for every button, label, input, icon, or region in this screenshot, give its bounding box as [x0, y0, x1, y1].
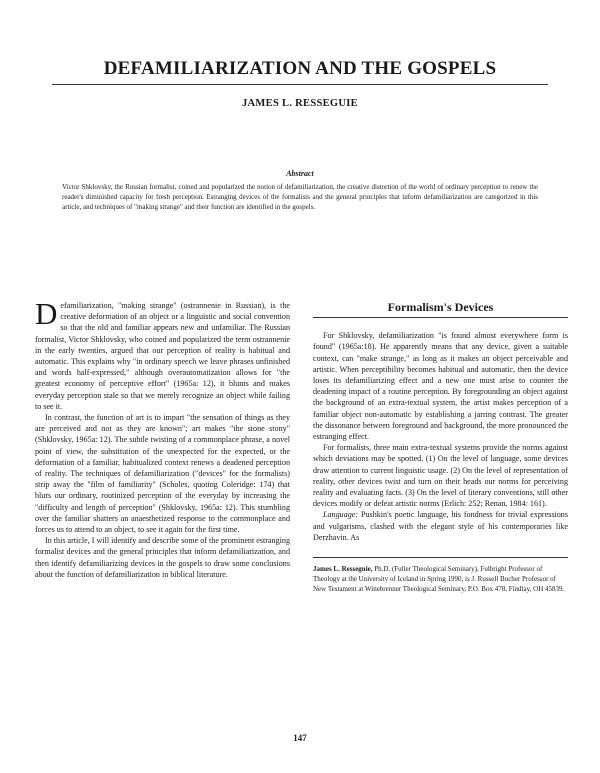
drop-cap: D	[35, 296, 58, 331]
body-paragraph	[313, 509, 568, 543]
paragraph-lead: Language:	[323, 510, 359, 520]
section-heading: Formalism's Devices	[313, 302, 568, 318]
title-rule	[52, 84, 548, 85]
author-name: JAMES L. RESSEGUIE	[242, 98, 358, 109]
body-paragraph	[35, 296, 290, 412]
abstract-heading: Abstract	[286, 169, 314, 178]
article-title: DEFAMILIARIZATION AND THE GOSPELS	[103, 58, 497, 79]
paragraph-text: Pushkin's poetic language, his fondness for trivial expressions and vulgarisms, clashed with the elegant style of his contemporaries like Derzhavin. As	[313, 510, 568, 542]
body-paragraph: In this article, I will identify and describe some of the prominent estranging formalist devices and the general principles that inform defamiliarization, and then identify defamiliarizing devices in the gospels to draw some conclusions about the function of defamiliarization in biblical literature.	[35, 536, 290, 579]
right-column	[313, 302, 568, 594]
body-paragraph: For formalists, three main extra-textual systems provide the norms against which deviations may be spotted. (1) On the level of language, some devices draw attention to current linguistic usage. (2) On the level of representation of reality, other devices twist and turn on their heads our norms for perceiving reality and evaluating facts. (3) On the level of literary conventions, still other devices modify or defeat artistic norms (Erlich: 252; Renan, 1984: 161).	[313, 443, 568, 509]
left-column	[35, 296, 290, 580]
footnote-rule	[313, 557, 568, 558]
body-paragraph: In contrast, the function of art is to impart "the sensation of things as they are perceived and not as they are known"; art makes "the stone stony" (Shklovsky, 1965a: 12). The subtle twisting of a commonplace phrase, a novel point of view, the substitution of the unexpected for the expected, or the deformation of a familiar, habitualized context renews a deadened perception of reality. The techniques of defamiliarization ("devices" for the formalists) strip away the "film of familiarity" (Scholes, quoting Coleridge: 174) that blurs our ordinary, routinized perception of the everyday by increasing the "difficulty and length of perception" (Shklovsky, 1965a: 12). This stumbling over the familiar shatters an anaesthetized response to the commonplace and forces us to attend to an object, to see it again for the first time.	[35, 413, 290, 535]
footnote-name: James L. Resseguie,	[313, 565, 373, 574]
paragraph-text: efamiliarization, "making strange" (ostrannenie in Russian), is the creative deformation of an object or a linguistic and social convention so that the old and familiar appears new and unfamiliar. The Russian formalist, Victor Shklovsky, who coined and popularized the term ostrannenie in the early twenties, argued that our perception of reality is habitual and automatic. This explains why "in ordinary speech we leave phrases unfinished and words half-expressed," although overautomatization allows for "the greatest economy of perceptive effort" (1965a: 12), it blunts and makes everyday perception stale so that we merely recognize an object while failing to see it.	[35, 301, 290, 411]
page-number: 147	[293, 733, 307, 743]
author-footnote	[313, 564, 568, 594]
footnote-text: Ph.D. (Fuller Theological Seminary), Fulbright Professor of Theology at the University of Iceland in Spring 1990, is J. Russell Bucher Professor of New Testament at Winebrenner Theological Seminary, P.O. Box 478, Findlay, OH 45839.	[313, 565, 565, 594]
body-paragraph: For Shklovsky, defamiliarization "is found almost everywhere form is found" (1965a:18). He apparently means that any device, given a suitable context, can "make strange," as long as it makes an object perceivable and artistic. When perceptibility becomes habitual and automatic, then the device loses its defamiliarizing effect and a new one must arise to counter the deadening impact of a routine perception. By foregrounding an object against the background of an extra-textual system, the artist makes perception of a familiar object non-automatic by establishing a jarring contrast. The greater the dissonance between foreground and background, the more pronounced the estranging effect.	[313, 331, 568, 442]
abstract-text: Victor Shklovsky, the Russian formalist, coined and popularized the notion of defamiliarization, the creative distortion of the world of ordinary perception to renew the reader's diminished capacity for fresh perception. Estranging devices of the formalists and the general principles that inform defamiliarization are categorized in this article, and techniques of "making strange" and their function are identified in the gospels.	[62, 183, 538, 211]
